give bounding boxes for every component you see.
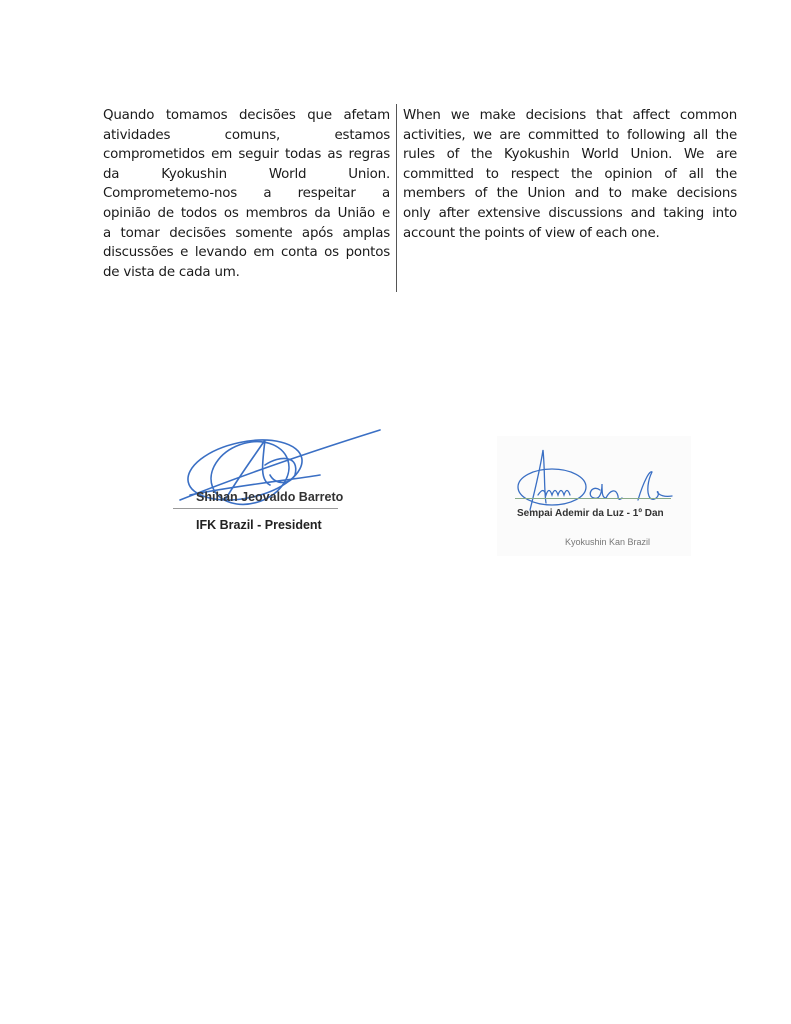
- text-line: a tomar decisões somente após amplas: [103, 225, 390, 241]
- text-line: Quando tomamos decisões que afetam: [103, 108, 390, 123]
- signatory-name: Shihan Jeovaldo Barreto: [196, 490, 344, 504]
- text-line: members of the Union and to make decisions: [403, 186, 737, 202]
- portuguese-paragraph: [103, 106, 390, 282]
- signatory-organization: Kyokushin Kan Brazil: [565, 537, 651, 547]
- signature-line: [515, 498, 671, 499]
- text-line: only after extensive discussions and taking into: [403, 205, 737, 221]
- text-line: account the points of view of each one.: [403, 225, 660, 241]
- column-divider: [396, 104, 397, 292]
- signature-line: [173, 508, 338, 509]
- text-line: discussões e levando em conta os pontos: [103, 245, 390, 261]
- text-line: When we make decisions that affect common: [403, 108, 737, 123]
- handwritten-signature-1: [170, 425, 385, 520]
- text-line: rules of the Kyokushin World Union. We are: [403, 147, 737, 163]
- text-line: Comprometemo-nos a respeitar a: [103, 186, 390, 202]
- handwritten-signature-2: [510, 445, 680, 515]
- text-line: activities, we are committed to following all the: [403, 127, 737, 143]
- text-line: comprometidos em seguir todas as regras: [103, 147, 390, 163]
- text-line: committed to respect the opinion of all the: [403, 166, 737, 182]
- text-line: opinião de todos os membros da União e: [103, 205, 390, 221]
- text-line: da Kyokushin World Union.: [103, 166, 390, 182]
- signatory-name: Sempai Ademir da Luz - 1º Dan: [517, 508, 664, 519]
- english-paragraph: [403, 106, 737, 243]
- text-line: de vista de cada um.: [103, 264, 240, 280]
- signatory-title: IFK Brazil - President: [196, 518, 322, 532]
- text-line: atividades comuns, estamos: [103, 127, 390, 143]
